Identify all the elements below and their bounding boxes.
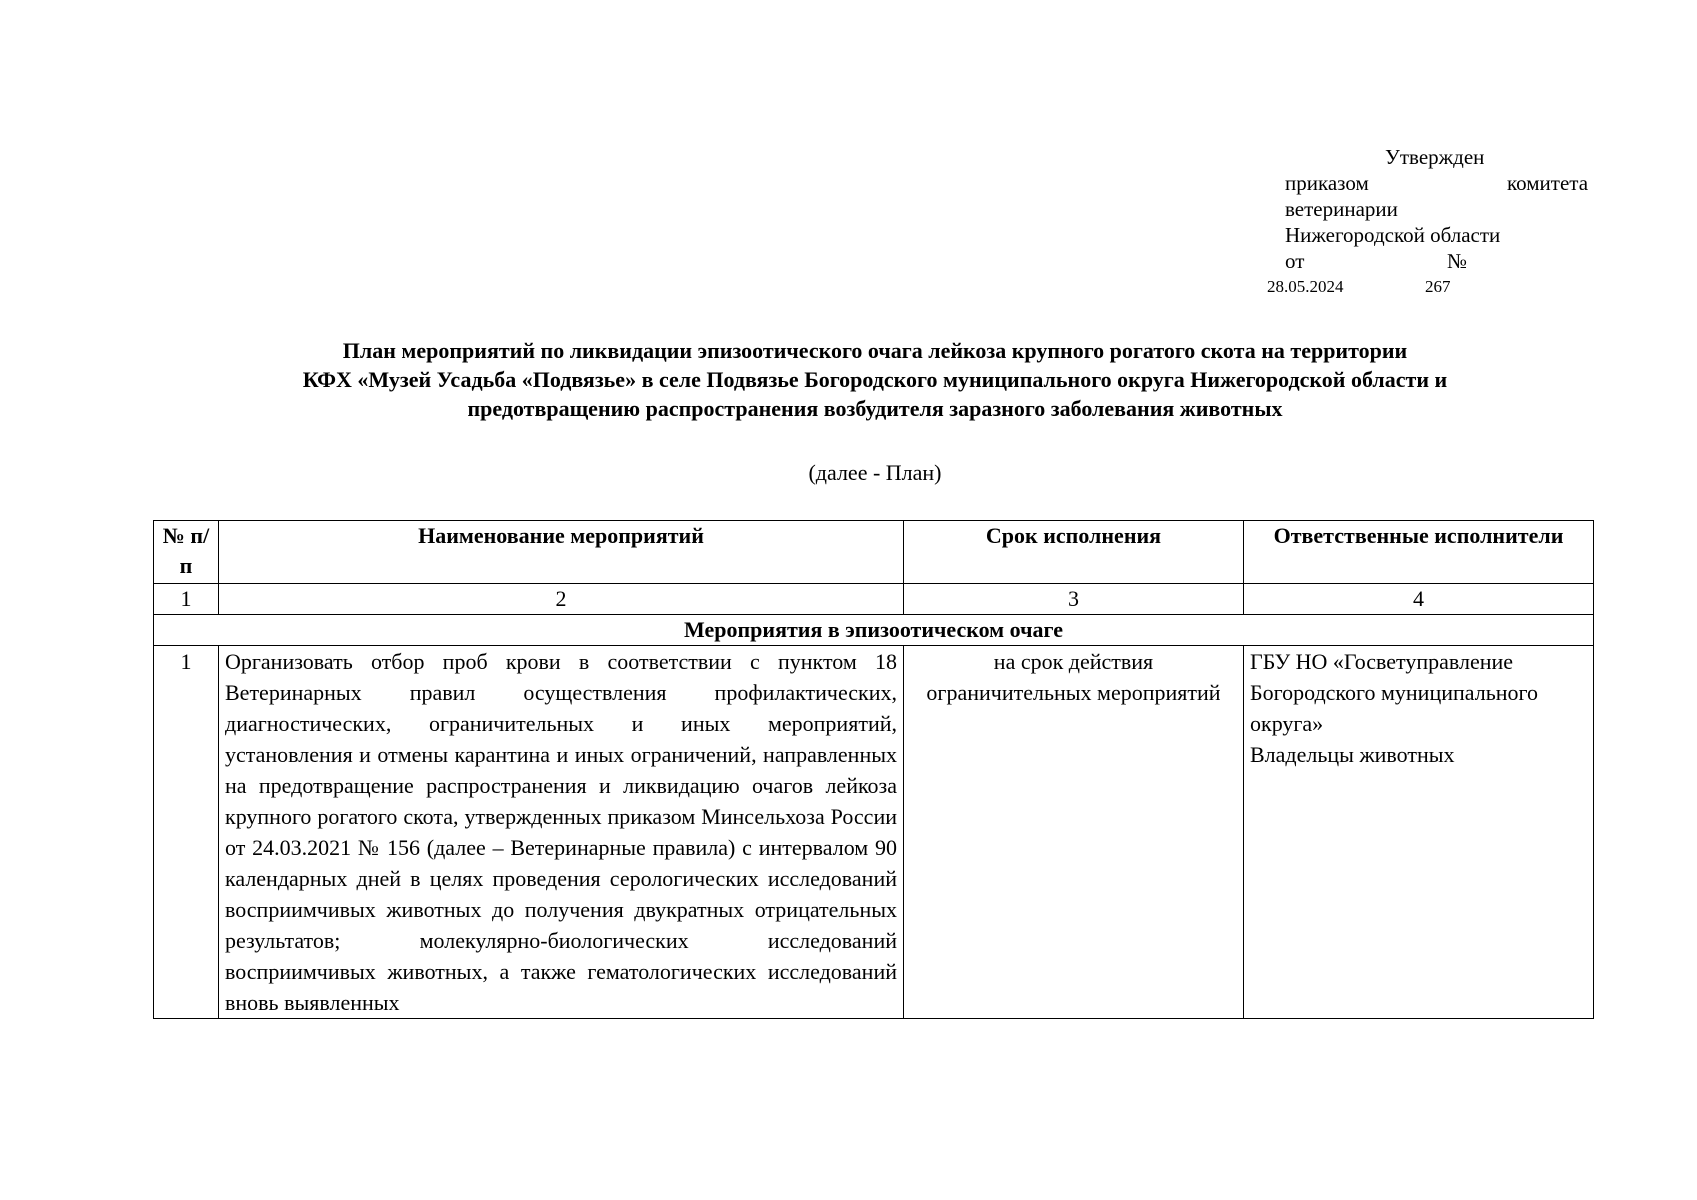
title-line-1: План мероприятий по ликвидации эпизоотического очага лейкоза крупного рогатого скота на территории	[342, 338, 1408, 363]
document-title	[150, 336, 1600, 423]
table-row	[154, 646, 1594, 1019]
from-label: от	[1285, 249, 1305, 273]
col-number: 2	[219, 584, 904, 615]
title-line-2: КФХ «Музей Усадьба «Подвязье» в селе Подвязье Богородского муниципального округа Нижегородской области и	[302, 367, 1448, 392]
title-line-3: предотвращению распространения возбудителя заразного заболевания животных	[467, 396, 1283, 421]
plan-table	[153, 520, 1594, 1019]
col-number: 1	[154, 584, 219, 615]
by-order-label: приказом	[1285, 171, 1369, 195]
number-sign: №	[1447, 249, 1468, 273]
col-number: 3	[904, 584, 1244, 615]
approved-label: Утвержден	[1385, 145, 1485, 169]
row-number: 1	[154, 646, 219, 1019]
column-number-row	[154, 584, 1594, 615]
header-num: № п/п	[154, 521, 219, 584]
header-term: Срок исполнения	[904, 521, 1244, 584]
approval-number: 267	[1425, 277, 1451, 296]
responsible-org: ГБУ НО «Госветуправление Богородского муниципального округа»	[1250, 649, 1538, 736]
header-responsible: Ответственные исполнители	[1244, 521, 1594, 584]
section-row	[154, 615, 1594, 646]
approval-date: 28.05.2024	[1267, 277, 1344, 296]
col-number: 4	[1244, 584, 1594, 615]
header-name: Наименование мероприятий	[219, 521, 904, 584]
table-header-row	[154, 521, 1594, 584]
responsible-owners: Владельцы животных	[1250, 742, 1455, 767]
vet-label: ветеринарии	[1285, 197, 1398, 221]
committee-label: комитета	[1507, 171, 1589, 195]
document-subtitle: (далее - План)	[808, 460, 942, 485]
section-title: Мероприятия в эпизоотическом очаге	[154, 615, 1594, 646]
row-term: на срок действия ограничительных мероприятий	[904, 646, 1244, 1019]
row-activity-text: Организовать отбор проб крови в соответствии с пунктом 18 Ветеринарных правил осуществления профилактических, диагностических, ограничительных и иных мероприятий, установления и отмены карантина и иных ограничений, направленных на предотвращение распространения и ликвидацию очагов лейкоза крупного рогатого скота, утвержденных приказом Минсельхоза России от 24.03.2021 № 156 (далее – Ветеринарные правила) с интервалом 90 календарных дней в целях проведения серологических исследований восприимчивых животных до получения двукратных отрицательных результатов; молекулярно-биологических исследований восприимчивых животных, а также гематологических исследований вновь выявленных	[219, 646, 904, 1019]
region-label: Нижегородской области	[1285, 223, 1501, 247]
row-responsible	[1244, 646, 1594, 1019]
